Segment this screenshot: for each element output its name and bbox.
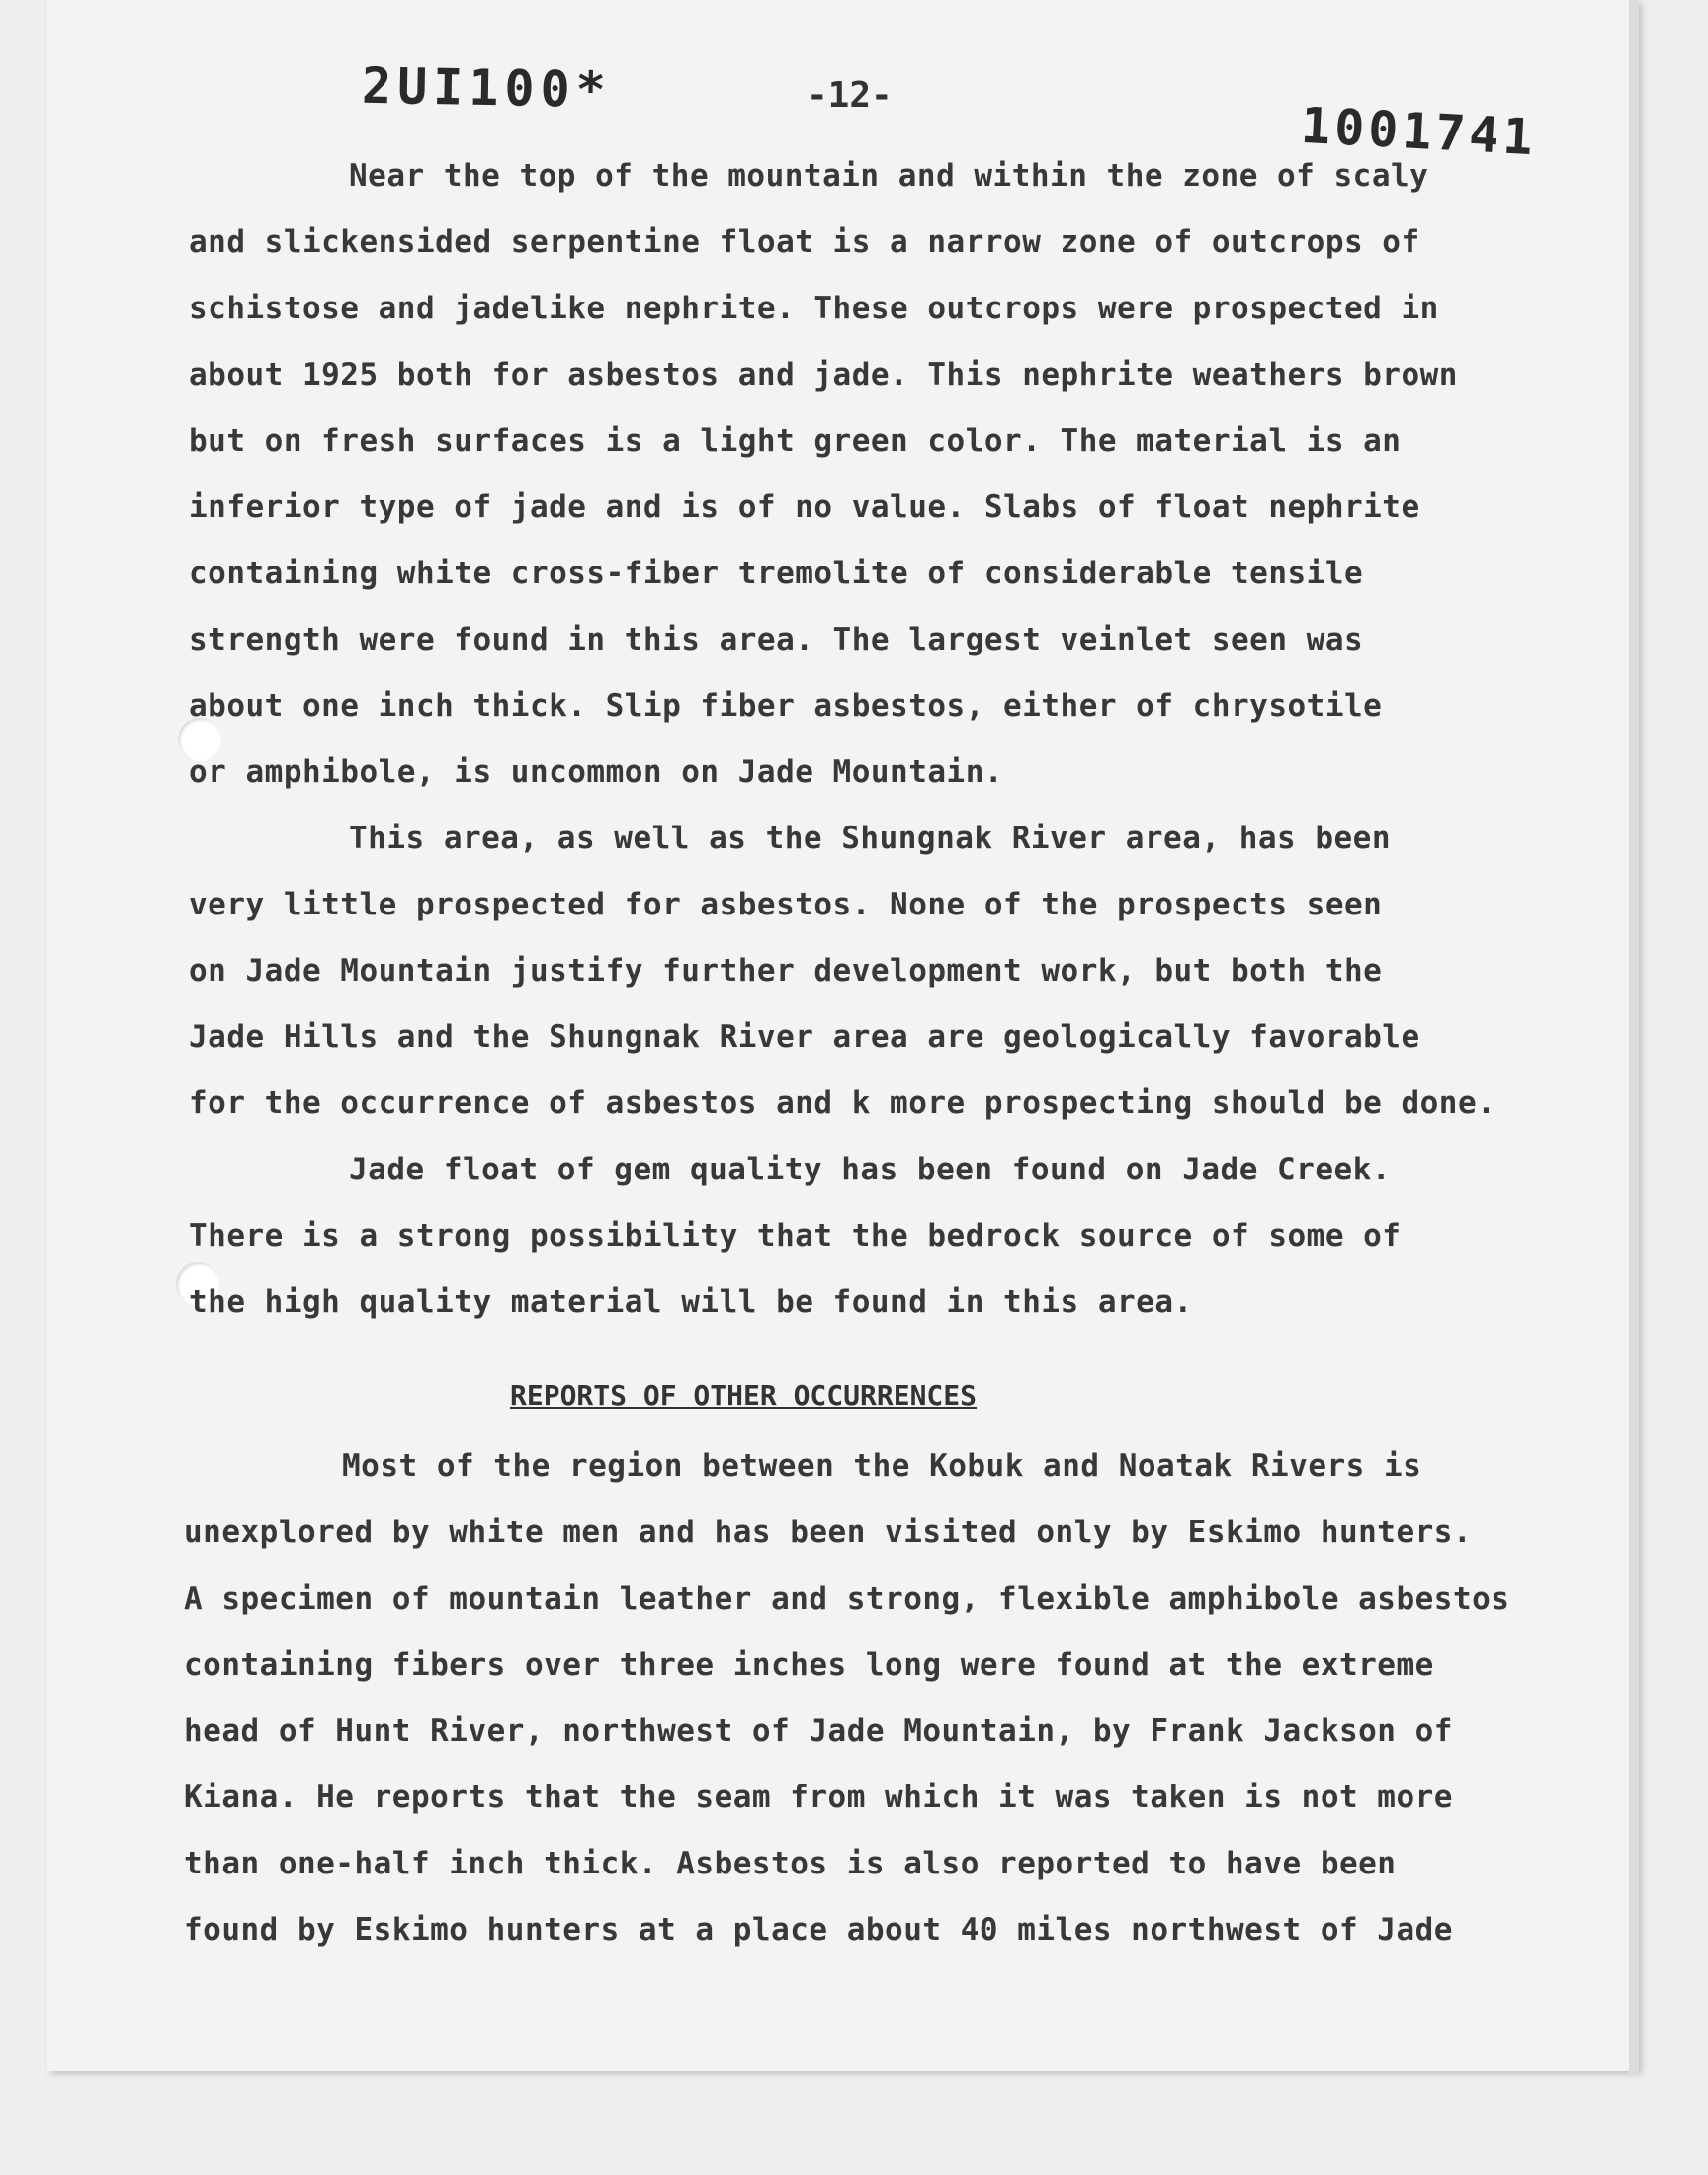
text-line: unexplored by white men and has been visited only by Eskimo hunters. bbox=[184, 1515, 1473, 1550]
text-line: or amphibole, is uncommon on Jade Mountain. bbox=[189, 754, 1004, 790]
text-line: on Jade Mountain justify further development work, but both the bbox=[189, 953, 1383, 989]
page-number: -12- bbox=[807, 75, 893, 116]
text-line: than one-half inch thick. Asbestos is also reported to have been bbox=[184, 1846, 1397, 1881]
text-line: schistose and jadelike nephrite. These outcrops were prospected in bbox=[189, 291, 1439, 326]
text-line: Near the top of the mountain and within the zone of scaly bbox=[349, 158, 1429, 194]
text-line: the high quality material will be found in this area. bbox=[189, 1284, 1193, 1320]
text-line: about one inch thick. Slip fiber asbestos, either of chrysotile bbox=[189, 688, 1383, 724]
text-line: head of Hunt River, northwest of Jade Mountain, by Frank Jackson of bbox=[184, 1713, 1453, 1749]
text-line: about 1925 both for asbestos and jade. This nephrite weathers brown bbox=[189, 357, 1458, 392]
text-line: containing fibers over three inches long were found at the extreme bbox=[184, 1647, 1434, 1683]
text-line: inferior type of jade and is of no value. Slabs of float nephrite bbox=[189, 489, 1420, 525]
text-line: containing white cross-fiber tremolite of considerable tensile bbox=[189, 556, 1364, 591]
text-line: and slickensided serpentine float is a narrow zone of outcrops of bbox=[189, 224, 1420, 260]
text-line: for the occurrence of asbestos and k more prospecting should be done. bbox=[189, 1086, 1496, 1121]
document-page bbox=[47, 0, 1639, 2071]
text-line: Jade Hills and the Shungnak River area are geologically favorable bbox=[189, 1019, 1420, 1055]
text-line: This area, as well as the Shungnak River area, has been bbox=[349, 821, 1391, 856]
text-line: Kiana. He reports that the seam from which it was taken is not more bbox=[184, 1780, 1453, 1815]
document-stamp-right: 1001741 bbox=[1299, 96, 1539, 167]
text-line: strength were found in this area. The largest veinlet seen was bbox=[189, 622, 1364, 657]
text-line: very little prospected for asbestos. None of the prospects seen bbox=[189, 887, 1383, 922]
text-line: There is a strong possibility that the bedrock source of some of bbox=[189, 1218, 1402, 1254]
text-line: A specimen of mountain leather and strong, flexible amphibole asbestos bbox=[184, 1581, 1510, 1616]
text-line: Most of the region between the Kobuk and Noatak Rivers is bbox=[342, 1448, 1422, 1484]
text-line: Jade float of gem quality has been found on Jade Creek. bbox=[349, 1152, 1391, 1187]
text-line: found by Eskimo hunters at a place about 40 miles northwest of Jade bbox=[184, 1912, 1453, 1948]
document-stamp-left: 2UI100* bbox=[361, 56, 613, 120]
section-heading: REPORTS OF OTHER OCCURRENCES bbox=[510, 1379, 978, 1412]
text-line: but on fresh surfaces is a light green color. The material is an bbox=[189, 423, 1402, 459]
page-edge-shadow bbox=[1629, 0, 1639, 2074]
